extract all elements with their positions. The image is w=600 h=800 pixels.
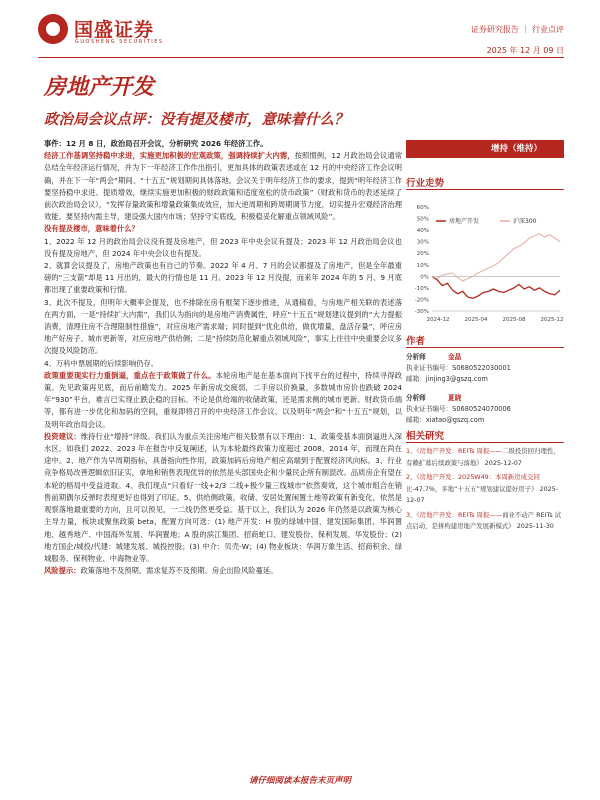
question-heading: 没有提及楼市，意味着什么？ (44, 224, 139, 234)
related-report-title: -47.7%，多地“十五五”规划建议提好房子》 (412, 484, 538, 493)
investment-heading: 投资建议： (44, 431, 81, 441)
related-report-prefix: 2、《房地产开发：2025W49：本周新房成交同比 (406, 473, 540, 493)
x-tick-label: 2025-08 (502, 317, 526, 323)
y-tick-label: 50% (416, 216, 429, 223)
related-report-date: 2025-12-07 (406, 484, 559, 504)
y-tick-label: 10% (416, 262, 429, 269)
footer-disclaimer: 请仔细阅读本报告末页声明 (248, 776, 351, 786)
y-tick-label: 0% (420, 274, 429, 281)
authors-section-divider (406, 347, 564, 348)
paragraph-investment (44, 431, 402, 565)
related-report-prefix: 3、《房地产开发：REITs 周报—— (406, 510, 503, 519)
related-section-divider (406, 442, 564, 443)
y-tick-label: -30% (414, 309, 429, 315)
policy-highlight: 政策重要现实行力重倒逼，重点在于政策做了什么。 (44, 370, 216, 380)
related-report-title: 二级投资回归理性，有赖扩募后续政策与落地》 (406, 447, 560, 467)
related-report-date: 2025-12-07 (484, 458, 522, 467)
email-label: 邮箱： (406, 375, 426, 383)
risk-heading: 风险提示： (44, 566, 81, 576)
page-title: 房地产开发 (44, 74, 155, 100)
event-text: 事件：12 月 8 日，政治局召开会议，分析研究 2026 年经济工作。 (44, 139, 268, 148)
paragraph-question (44, 223, 402, 235)
tone-text: 按照惯例，12 月政治局会议通常总结全年经济运行情况，并为下一年经济工作作出指引，更加具体的政策表述或在 12 月的中央经济工作会议明确，并在下一年“两会”期间、“十五五”规划期间具体落地。会议关于明年经济工作的要求，提到“明年经济工作要坚持稳中求进、提质增效，继续实施更加积极的财政政策和适度宽松的货币政策”（财政和货币的表述延续了前次政治局会议），“发挥存量政策和增量政策集成效应，加大逆周期和跨周期调节力度，切实提升宏观经济治理效能。要坚持内需主导，建设强大国内市场；坚持守实底线，积极稳妥化解重点领域风险”。 (44, 151, 402, 222)
cert-number: S0680522030001 (452, 364, 511, 372)
related-report-title: 商业不动产 REITs 试点启动，是拼构建房地产发展新模式》 (406, 510, 562, 530)
investment-text: 维持行业“增持”评级。我们认为重点关注房地产相关股票有以下理由：1、政策受基本面倒逼进入深水区，如我们 2022、2023 年在报告中反复阐述，认为本轮最终政策力度超过 2008、2014 年，而现在尚在途中。2、地产作为早周期指标，具备指向性作用，政策加码后房地产相应高端到于配置经济风向标。3、行业竞争格局改善逻辑依旧证实，拿地和销售表现优异的依然是头部国央企和少量民企所有制混改。品质房企有望在本轮的格局中受益进取。4、我们现点“只看好一线+2/3 二线+极少量三线城市”依然奏效，这个城市组合在销售前期偶尔反弹时表现更好也得到了印证。5、供给侧政策，收储、安居处置闲置土地等政策有新变化，依然是观察落地最重要的方向，且可以预见，一二线仍然更受益。基于以上，我们认为 2026 年仍然是以政策为核心主导力量，板块或聚焦政策 beta，配置方向可选：(1) 地产开发：H 股的绿城中国、建发国际集团、华润置地、越秀地产、中国海外发展、华润置地；A 股的滨江集团、招商蛇口、建发股份、保利发展、华发股份；(2) 地方国企/城投/代建：城建发展、城投控股；(3) 中介：贝壳-W；(4) 物业板块：华润万象生活、招商积余、绿城服务、保利物业、中海物业等。 (44, 431, 403, 563)
report-type-tags: 证券研究报告 ｜ 行业点评 (470, 25, 564, 34)
x-tick-label: 2024-12 (426, 317, 450, 323)
legend-label: 房地产开发 (449, 218, 480, 225)
company-logo (38, 14, 173, 50)
paragraph-point-2: 2、就算会议提及了，房地产政策也有自己的节奏。2022 年 4 月、7 月的会议都提及了房地产，但是全年最重磅的“三支箭”却是 11 月出的，最大的行情也是 11 月。2023 年 12 月没提，而来年 2024 年的 5 月、9 月底都出现了重要政策和行情。 (44, 261, 402, 295)
paragraph-point-1: 1、2022 年 12 月的政治局会议没有提及房地产，但 2023 年中央会议有提及；2023 年 12 月政治局会议也没有提及房地产，但 2024 年中央会议也有提及。 (44, 236, 402, 258)
trend-section-divider (406, 189, 564, 190)
related-report-date: 2025-11-30 (516, 522, 554, 530)
x-tick-label: 2025-12 (540, 317, 564, 323)
analyst-card (406, 352, 564, 385)
analyst-email[interactable]: xiatao@gszq.com (425, 416, 485, 424)
x-tick-label: 2025-04 (464, 317, 488, 323)
y-tick-label: -20% (414, 297, 429, 304)
paragraph-point-3: 3、此次不提及，但明年大概率会提及，也不排除在房有框架下逐步推进，从通稿看，与房地产相关联的表述落在两方面，一是“持续扩大内需”，我们认为指向的是房地产消费属性，呼应“十五五”规划建议提到的“大力提振消费，清理住房不合理限制性措施”，对应房地产需求端；同时提到“优化供给，做优增量，盘活存量”，呼应房地产好房子、城市更新等，对应房地产供给侧；二是“持续防范化解重点领域风险”，事实上往往中央重要会议多次提及风险防范。 (44, 297, 402, 356)
logo-name-en: GUOSHENG SECURITIES (75, 39, 164, 45)
series-line-real-estate (432, 276, 560, 298)
cert-number: S0680524070006 (452, 405, 511, 413)
paragraph-point-4: 4、万科中票展期的后续影响仍存。 (44, 358, 159, 368)
page-subtitle: 政治局会议点评：没有提及楼市，意味着什么？ (44, 111, 349, 128)
policy-text: 本轮房地产是在基本面向下找平台的过程中，持续寻得政策。先见政策再见底，而后前瞻发力。2025 年新房成交疲弱，二手房以价换量，多数城市房价也跌破 2024 年“930”平台，难言已实现止跌企稳的目标。不论是供给端的收储政策，还是需求侧的城市更新、财政货币端等，都有进一步优化和加码的空间，重视即将召开的中央经济工作会议、以及明年“两会”和“十五五”规划，以及明年政治局会议。 (44, 370, 403, 429)
report-body (44, 138, 402, 577)
trend-section-title: 行业走势 (406, 178, 445, 189)
y-tick-label: 20% (416, 251, 429, 258)
analyst-role: 分析师 (406, 394, 426, 402)
paragraph-policy (44, 370, 402, 431)
analyst-role: 分析师 (406, 353, 426, 361)
paragraph-risk (44, 565, 402, 577)
header-divider (38, 57, 564, 58)
email-label: 邮箱： (406, 416, 426, 424)
related-report-link[interactable] (406, 446, 564, 469)
tone-highlight: 经济工作基调坚持稳中求进，实施更加积极的宏观政策，强调持续扩大内需， (44, 151, 295, 161)
analyst-card (406, 393, 564, 426)
legend-label: 沪深300 (513, 218, 537, 225)
series-line-csi300 (432, 234, 560, 281)
y-tick-label: -10% (414, 285, 429, 292)
industry-trend-chart (406, 195, 564, 330)
authors-section-title: 作者 (406, 336, 426, 347)
related-report-prefix: 1、《房地产开发：REITs 周报—— (406, 447, 503, 455)
risk-text: 政策落地不及预期、需求复苏不及预期、房企出险风险蔓延。 (80, 566, 278, 576)
cert-label: 执业证书编号： (406, 405, 453, 413)
y-tick-label: 60% (416, 205, 429, 211)
y-tick-label: 30% (416, 239, 429, 246)
logo-mark-icon (38, 14, 68, 44)
y-tick-label: 40% (416, 228, 429, 235)
logo-name-cn: 国盛证券 (74, 19, 155, 41)
analyst-name: 金晶 (448, 353, 462, 361)
cert-label: 执业证书编号： (406, 364, 453, 372)
analyst-name: 夏晓 (448, 394, 462, 402)
rating-badge: 增持（维持） (406, 140, 564, 158)
paragraph-event (44, 138, 402, 150)
related-research-list (406, 446, 564, 536)
paragraph-tone (44, 150, 402, 223)
related-section-title: 相关研究 (406, 431, 445, 442)
related-report-link[interactable] (406, 472, 564, 507)
analyst-email[interactable]: jinjing3@gszq.com (425, 375, 488, 383)
related-report-link[interactable] (406, 510, 564, 533)
report-date: 2025 年 12 月 09 日 (486, 46, 564, 55)
